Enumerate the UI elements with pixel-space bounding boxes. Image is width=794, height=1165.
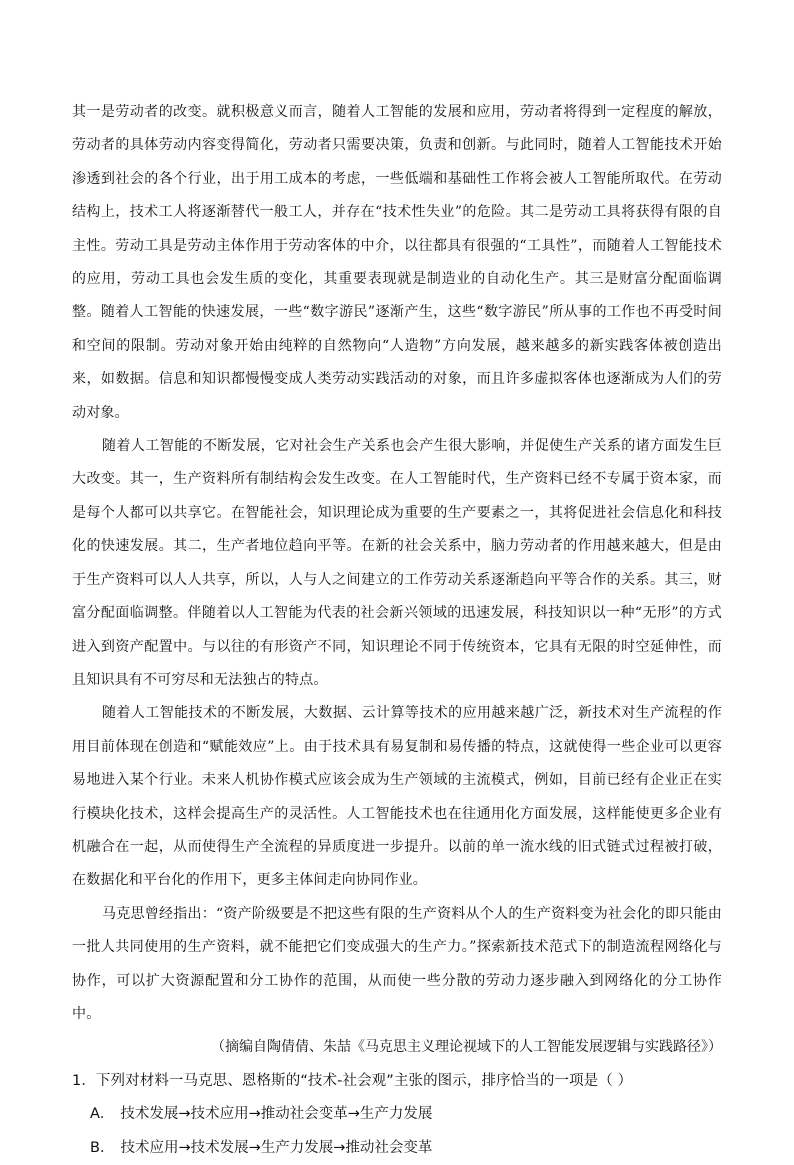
- question-stem: 1．下列对材料一马克思、恩格斯的“技术-社会观”主张的图示，排序恰当的一项是（ ）: [72, 1072, 633, 1089]
- passage: [72, 96, 722, 1065]
- question-block: [72, 1065, 722, 1165]
- option-b[interactable]: [72, 1132, 722, 1165]
- option-b-text: 技术应用→技术发展→生产力发展→推动社会变革: [120, 1139, 433, 1156]
- document-page: [72, 96, 722, 1165]
- option-a-text: 技术发展→技术应用→推动社会变革→生产力发展: [120, 1106, 433, 1123]
- passage-paragraph-4: 马克思曾经指出：“资产阶级要是不把这些有限的生产资料从个人的生产资料变为社会化的即只能由一批人共同使用的生产资料，就不能把它们变成强大的生产力。”探索新技术范式下的制造流程网络化与协作，可以扩大资源配置和分工协作的范围，从而使一些分散的劳动力逐步融入到网络化的分工协作中。: [72, 905, 722, 1022]
- passage-paragraph-2: 随着人工智能的不断发展，它对社会生产关系也会产生很大影响，并促使生产关系的诸方面发生巨大改变。其一，生产资料所有制结构会发生改变。在人工智能时代，生产资料已经不专属于资本家，而是每个人都可以共享它。在智能社会，知识理论成为重要的生产要素之一，其将促进社会信息化和科技化的快速发展。其二，生产者地位趋向平等。在新的社会关系中，脑力劳动者的作用越来越大，但是由于生产资料可以人人共享，所以，人与人之间建立的工作劳动关系逐渐趋向平等合作的关系。其三，财富分配面临调整。伴随着以人工智能为代表的社会新兴领域的迅速发展，科技知识以一种“无形”的方式进入到资产配置中。与以往的有形资产不同，知识理论不同于传统资本，它具有无限的时空延伸性，而且知识具有不可穷尽和无法独占的特点。: [72, 438, 722, 688]
- option-a[interactable]: [72, 1098, 722, 1131]
- passage-paragraph-1: 其一是劳动者的改变。就积极意义而言，随着人工智能的发展和应用，劳动者将得到一定程度的解放，劳动者的具体劳动内容变得简化，劳动者只需要决策，负责和创新。与此同时，随着人工智能技术开始渗透到社会的各个行业，出于用工成本的考虑，一些低端和基础性工作将会被人工智能所取代。在劳动结构上，技术工人将逐渐替代一般工人，并存在“技术性失业”的危险。其二是劳动工具将获得有限的自主性。劳动工具是劳动主体作用于劳动客体的中介，以往都具有很强的“工具性”，而随着人工智能技术的应用，劳动工具也会发生质的变化，其重要表现就是制造业的自动化生产。其三是财富分配面临调整。随着人工智能的快速发展，一些“数字游民”逐渐产生，这些“数字游民”所从事的工作也不再受时间和空间的限制。劳动对象开始由纯粹的自然物向“人造物”方向发展，越来越多的新实践客体被创造出来，如数据。信息和知识都慢慢变成人类劳动实践活动的对象，而且许多虚拟客体也逐渐成为人们的劳动对象。: [72, 104, 722, 421]
- option-a-key: A．: [90, 1106, 115, 1123]
- option-b-key: B．: [90, 1139, 115, 1156]
- passage-source: （摘编自陶倩倩、朱喆《马克思主义理论视域下的人工智能发展逻辑与实践路径》）: [211, 1039, 722, 1056]
- passage-paragraph-3: 随着人工智能技术的不断发展，大数据、云计算等技术的应用越来越广泛，新技术对生产流程的作用目前体现在创造和“赋能效应”上。由于技术具有易复制和易传播的特点，这就使得一些企业可以更容易地进入某个行业。未来人机协作模式应该会成为生产领域的主流模式，例如，目前已经有企业正在实行模块化技术，这样会提高生产的灵活性。人工智能技术也在往通用化方面发展，这样能使更多企业有机融合在一起，从而使得生产全流程的异质度进一步提升。以前的单一流水线的旧式链式过程被打破，在数据化和平台化的作用下，更多主体间走向协同作业。: [72, 705, 722, 889]
